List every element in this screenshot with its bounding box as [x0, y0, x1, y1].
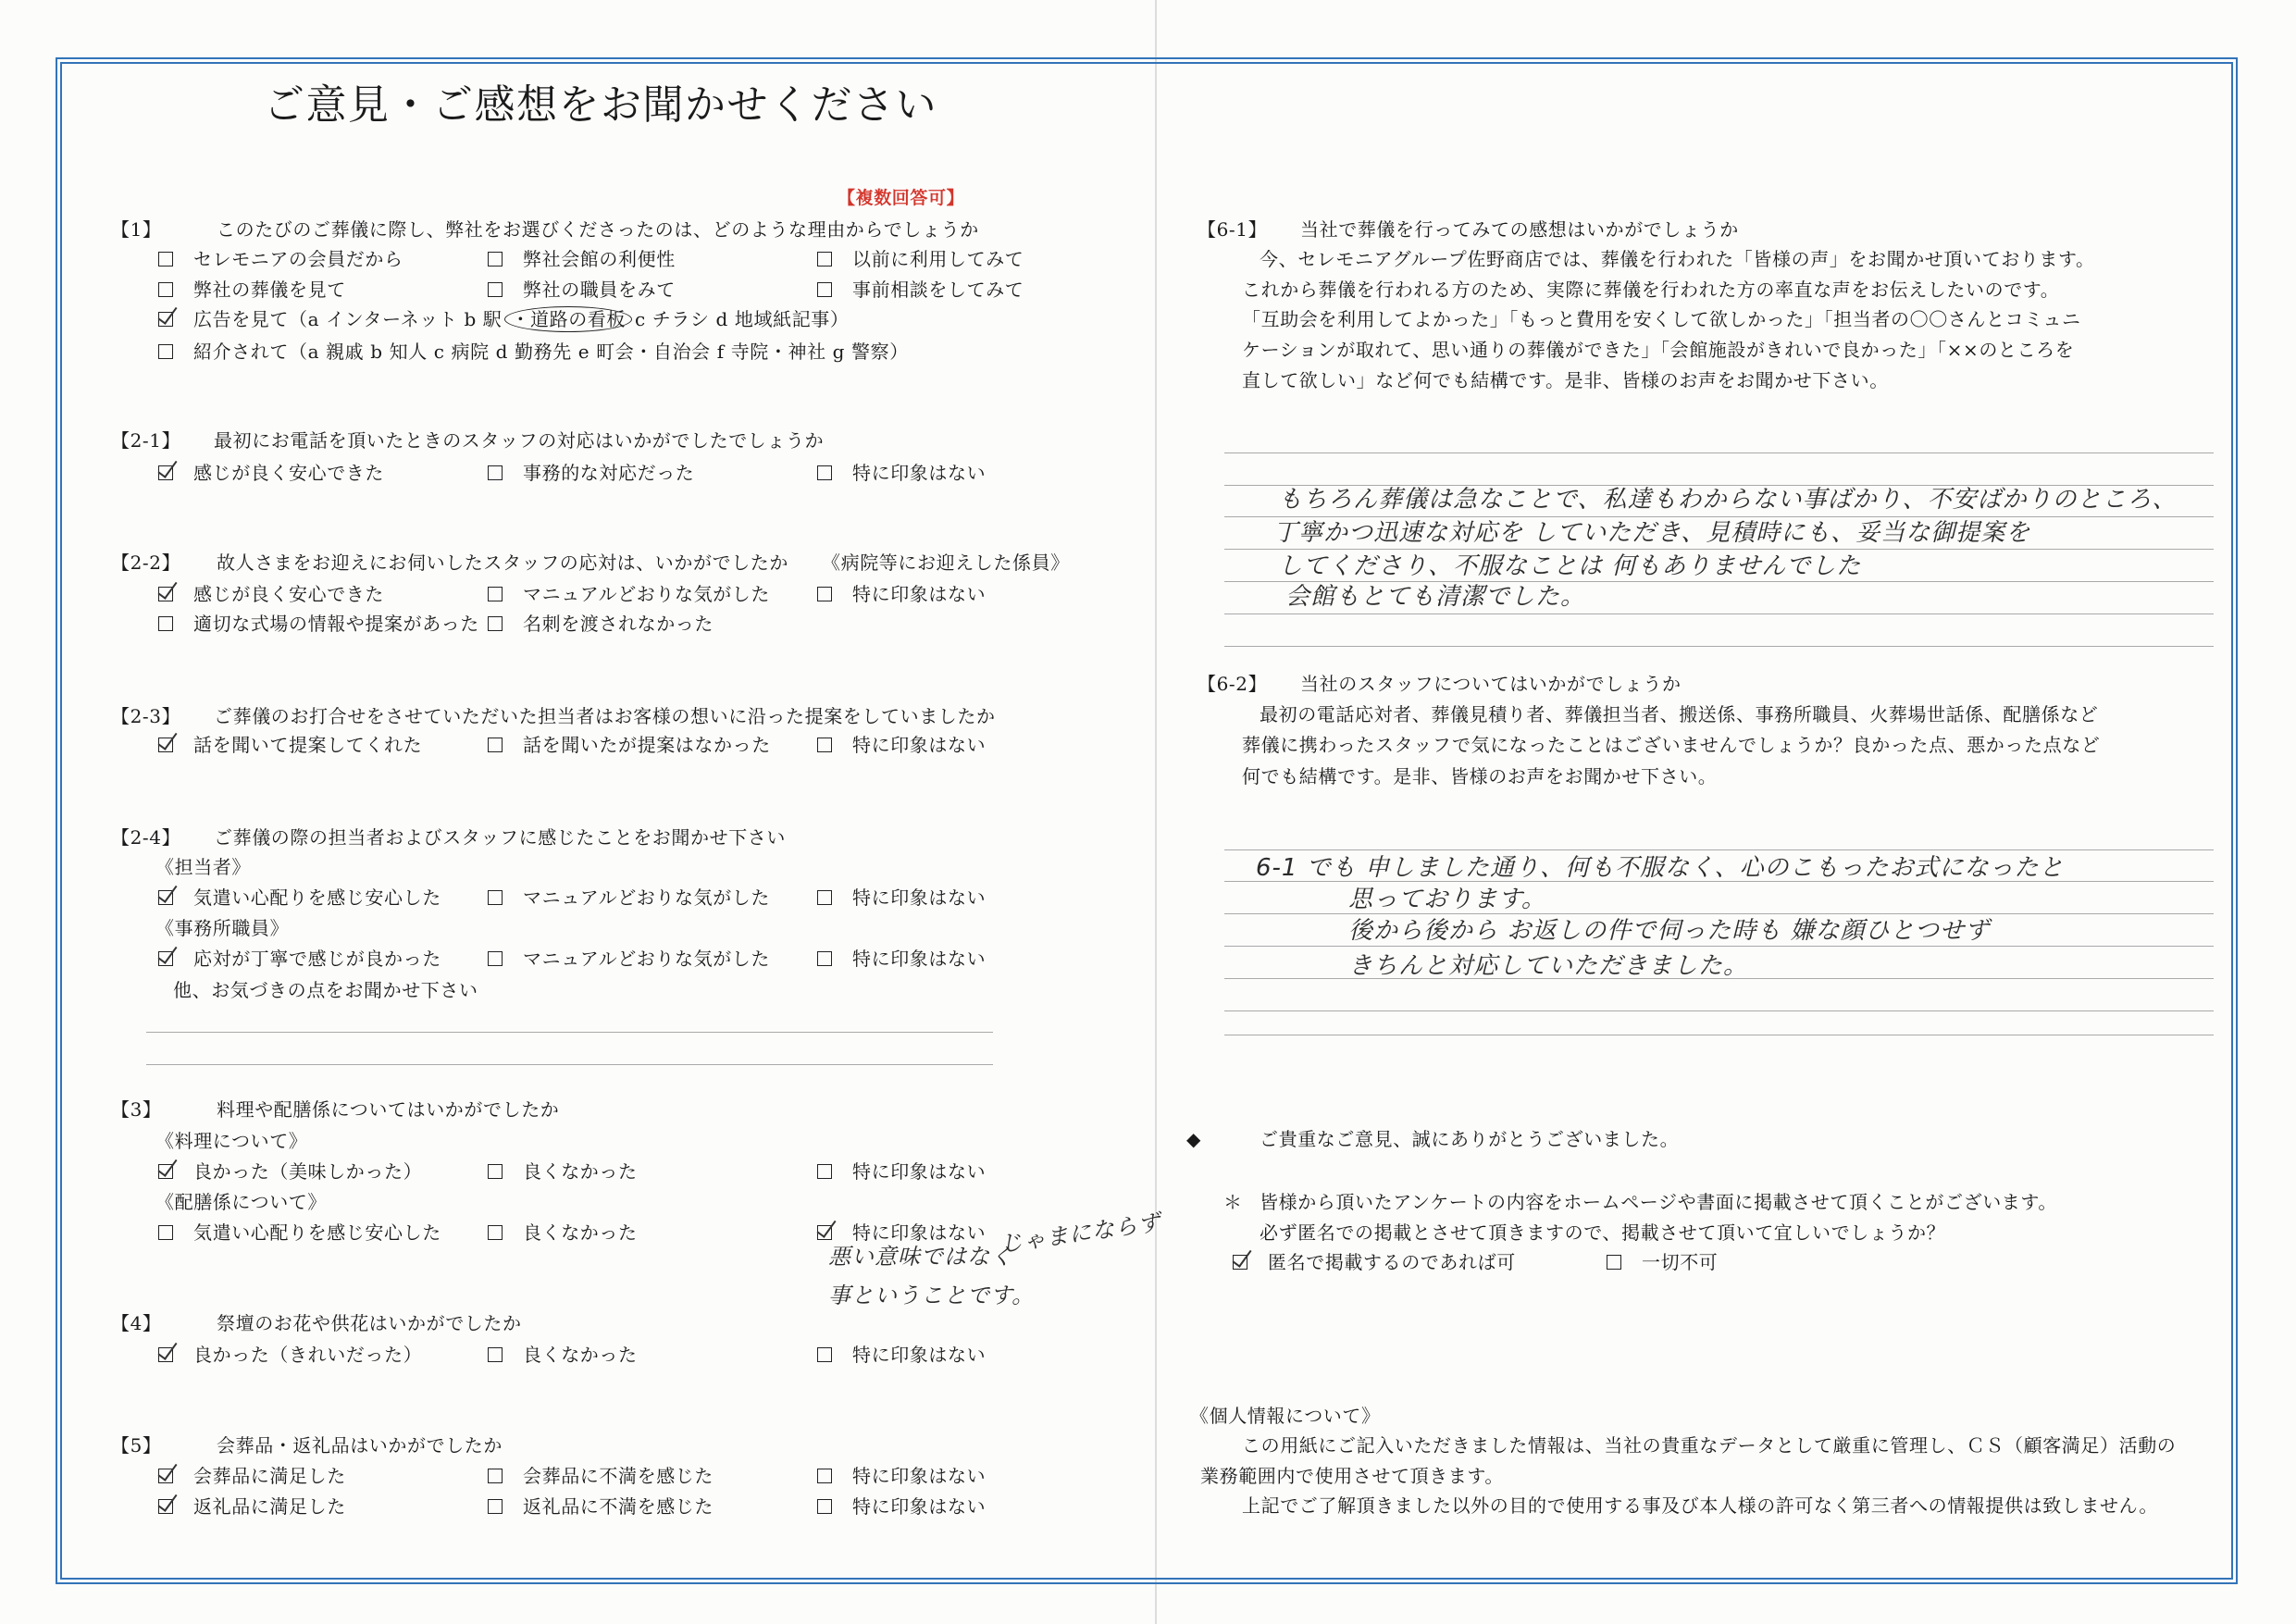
option-label: 弊社の職員をみて — [523, 279, 676, 301]
checkbox[interactable] — [1233, 1255, 1247, 1270]
option-label: 匿名で掲載するのであれば可 — [1268, 1251, 1516, 1273]
checkbox[interactable] — [158, 1347, 173, 1362]
q2-3-option-no-impression — [817, 734, 986, 756]
q2-4-office-heading: 《事務所職員》 — [155, 917, 290, 939]
q2-3-option-proposed — [158, 734, 422, 756]
writing-line — [1224, 549, 2214, 550]
q5-option-return-gift-no-impression — [817, 1495, 986, 1518]
privacy-text-line: 業務範囲内で使用させて頂きます。 — [1200, 1465, 1504, 1487]
q6-1-question: 当社で葬儀を行ってみての感想はいかがでしょうか — [1300, 218, 1739, 241]
q2-1-question: 最初にお電話を頂いたときのスタッフの対応はいかがでしたでしょうか — [214, 429, 825, 452]
q6-2-handwritten-answer-line: 6-1 でも 申しました通り、何も不服なく、心のこもったお式になったと — [1256, 854, 2065, 882]
q2-4-question: ご葬儀の際の担当者およびスタッフに感じたことをお聞かせ下さい — [214, 826, 786, 849]
q2-4-staff-heading: 《担当者》 — [155, 856, 251, 878]
q2-3-label: 【2-3】 — [111, 705, 181, 727]
writing-line — [146, 1064, 993, 1065]
checkbox[interactable] — [817, 282, 832, 297]
option-label: 特に印象はない — [852, 734, 987, 756]
q6-1-intro-line: ケーションが取れて、思い通りの葬儀ができた」「会館施設がきれいで良かった」「××のところを — [1242, 339, 2075, 361]
q2-4-staff-option-caring — [158, 886, 441, 909]
checkbox[interactable] — [158, 1499, 173, 1514]
diamond-bullet-icon: ◆ — [1186, 1128, 1201, 1150]
q2-2-option-venue-info — [158, 613, 479, 635]
checkbox[interactable] — [488, 587, 503, 601]
checkbox[interactable] — [488, 616, 503, 631]
checkbox[interactable] — [488, 465, 503, 480]
q2-2-option-manual — [488, 583, 770, 605]
option-label: 特に印象はない — [852, 1221, 987, 1244]
q2-3-option-no-proposal — [488, 734, 771, 756]
option-label: 返礼品に不満を感じた — [523, 1495, 714, 1518]
asterisk-icon: ＊ — [1223, 1191, 1243, 1213]
writing-line — [146, 1032, 993, 1033]
q6-2-intro-line: 最初の電話応対者、葬儀見積り者、葬儀担当者、搬送係、事務所職員、火葬場世話係、配膳係など — [1260, 703, 2099, 725]
checkbox[interactable] — [817, 1164, 832, 1179]
writing-line — [1224, 849, 2214, 850]
checkbox[interactable] — [158, 890, 173, 905]
q5-label: 【5】 — [111, 1434, 162, 1457]
privacy-text-line: 上記でご了解頂きました以外の目的で使用する事及び本人様の許可なく第三者への情報提供は致しません。 — [1242, 1494, 2158, 1517]
q2-1-option-no-impression — [817, 462, 986, 484]
option-label: 会葬品に不満を感じた — [523, 1465, 714, 1487]
option-label: 応対が丁寧で感じが良かった — [193, 948, 441, 970]
q5-option-memorial-gift-dissatisfied — [488, 1465, 714, 1487]
option-label: 名刺を渡されなかった — [523, 613, 714, 635]
checkbox[interactable] — [158, 252, 173, 267]
q1-option-hall-convenience — [488, 248, 676, 270]
q5-option-memorial-gift-satisfied — [158, 1465, 346, 1487]
option-label: 弊社会館の利便性 — [523, 248, 676, 270]
checkbox[interactable] — [817, 738, 832, 752]
checkbox[interactable] — [817, 1347, 832, 1362]
q4-option-no-impression — [817, 1344, 986, 1366]
publication-option-refuse — [1607, 1251, 1718, 1273]
q6-2-handwritten-answer-line: 思っております。 — [1348, 886, 1546, 913]
option-label: 特に印象はない — [852, 948, 987, 970]
option-label: マニュアルどおりな気がした — [523, 886, 770, 909]
q3-food-option-good — [158, 1160, 422, 1183]
q3-food-option-bad — [488, 1160, 638, 1183]
q1-label: 【1】 — [111, 218, 162, 241]
option-label: 話を聞いたが提案はなかった — [523, 734, 771, 756]
q5-option-memorial-gift-no-impression — [817, 1465, 986, 1487]
checkbox[interactable] — [817, 890, 832, 905]
q3-handwritten-note-line: 事ということです。 — [828, 1283, 1036, 1308]
option-label: 良くなかった — [523, 1160, 638, 1183]
q3-label: 【3】 — [111, 1098, 162, 1121]
option-label: 特に印象はない — [852, 1495, 987, 1518]
q1-question: このたびのご葬儀に際し、弊社をお選びくださったのは、どのような理由からでしょうか — [217, 218, 979, 241]
option-label: 会葬品に満足した — [193, 1465, 346, 1487]
option-label: 特に印象はない — [852, 886, 987, 909]
option-label: 気遣い心配りを感じ安心した — [193, 1221, 441, 1244]
circled-answer: ・道路の看板 — [504, 306, 632, 332]
q6-1-handwritten-answer-line: 丁寧かつ迅速な対応を していただき、見積時にも、妥当な御提案を — [1273, 519, 2031, 547]
q2-2-question: 故人さまをお迎えにお伺いしたスタッフの応対は、いかがでしたか — [217, 552, 788, 574]
option-label: 良かった（美味しかった） — [193, 1160, 423, 1183]
q6-2-label: 【6-2】 — [1198, 673, 1268, 695]
checkbox[interactable] — [158, 312, 173, 327]
q2-2-note: 《病院等にお迎えした係員》 — [822, 552, 1070, 574]
option-label: 特に印象はない — [852, 583, 987, 605]
q3-server-option-caring — [158, 1221, 441, 1244]
checkbox[interactable] — [158, 344, 173, 359]
option-label: 特に印象はない — [852, 1344, 987, 1366]
checkbox[interactable] — [158, 951, 173, 966]
checkbox[interactable] — [817, 1499, 832, 1514]
option-label: セレモニアの会員だから — [193, 248, 403, 270]
q1-option-consultation — [817, 279, 1024, 301]
q3-handwritten-note-line: 悪い意味ではなく — [828, 1244, 1013, 1270]
checkbox[interactable] — [817, 1225, 832, 1240]
q1-option-saw-staff — [488, 279, 676, 301]
q6-1-handwritten-answer-line: してくださり、不服なことは 何もありませんでした — [1278, 552, 1862, 580]
q4-option-good — [158, 1344, 422, 1366]
checkbox[interactable] — [488, 1469, 503, 1483]
option-label: 話を聞いて提案してくれた — [193, 734, 423, 756]
q3-food-option-no-impression — [817, 1160, 986, 1183]
q4-question: 祭壇のお花や供花はいかがでしたか — [217, 1312, 522, 1334]
privacy-heading: 《個人情報について》 — [1190, 1405, 1381, 1427]
option-label: 以前に利用してみて — [852, 248, 1024, 270]
writing-line — [1224, 946, 2214, 947]
option-label: 事務的な対応だった — [523, 462, 695, 484]
q5-question: 会葬品・返礼品はいかがでしたか — [217, 1434, 503, 1457]
option-label: マニュアルどおりな気がした — [523, 583, 770, 605]
checkbox[interactable] — [817, 465, 832, 480]
checkbox[interactable] — [817, 252, 832, 267]
publication-notice-line: 必ず匿名での掲載とさせて頂きますので、掲載させて頂いて宜しいでしょうか？ — [1260, 1221, 1946, 1244]
q2-4-other-prompt: 他、お気づきの点をお聞かせ下さい — [173, 979, 478, 1001]
checkbox[interactable] — [158, 738, 173, 752]
checkbox[interactable] — [488, 951, 503, 966]
option-label: 一切不可 — [1642, 1251, 1719, 1273]
option-label: 良くなかった — [523, 1221, 638, 1244]
checkbox[interactable] — [158, 1469, 173, 1483]
writing-line — [1224, 1010, 2214, 1011]
checkbox[interactable] — [488, 1347, 503, 1362]
q6-1-intro-line: 「互助会を利用してよかった」「もっと費用を安くして欲しかった」「担当者の〇〇さんとコミュニ — [1242, 308, 2081, 330]
closing-thanks: ご貴重なご意見、誠にありがとうございました。 — [1260, 1128, 1680, 1150]
page-title: ご意見・ご感想をお聞かせください — [264, 81, 937, 129]
q2-3-question: ご葬儀のお打合せをさせていただいた担当者はお客様の想いに沿った提案をしていましたか — [214, 705, 996, 727]
q4-label: 【4】 — [111, 1312, 162, 1334]
checkbox[interactable] — [158, 587, 173, 601]
q6-1-handwritten-answer-line: 会館もとても清潔でした。 — [1285, 583, 1586, 611]
q2-2-option-no-business-card — [488, 613, 714, 635]
q2-2-option-no-impression — [817, 583, 986, 605]
option-label-suffix: c チラシ d 地域紙記事） — [635, 308, 850, 330]
q2-2-label: 【2-2】 — [111, 552, 181, 574]
q2-4-office-option-manual — [488, 948, 770, 970]
checkbox[interactable] — [1607, 1255, 1621, 1270]
q2-1-option-businesslike — [488, 462, 694, 484]
checkbox[interactable] — [817, 1469, 832, 1483]
publication-notice-line: 皆様から頂いたアンケートの内容をホームページや書面に掲載させて頂くことがございます。 — [1260, 1191, 2057, 1213]
writing-line — [1224, 646, 2214, 647]
q2-4-office-option-no-impression — [817, 948, 986, 970]
writing-line — [1224, 452, 2214, 453]
option-label: 良かった（きれいだった） — [193, 1344, 423, 1366]
checkbox[interactable] — [488, 738, 503, 752]
q2-4-staff-option-no-impression — [817, 886, 986, 909]
checkbox[interactable] — [158, 1164, 173, 1179]
privacy-text-line: この用紙にご記入いただきました情報は、当社の貴重なデータとして厳重に管理し、ＣＳ（顧客満足）活動の — [1242, 1434, 2177, 1457]
q3-handwritten-note-line: じゃまにならず — [999, 1209, 1163, 1258]
q3-server-option-bad — [488, 1221, 638, 1244]
option-label: 事前相談をしてみて — [852, 279, 1024, 301]
q2-4-label: 【2-4】 — [111, 826, 181, 849]
q6-1-handwritten-answer-line: もちろん葬儀は急なことで、私達もわからない事ばかり、不安ばかりのところ、 — [1278, 486, 2178, 514]
q4-option-bad — [488, 1344, 638, 1366]
q1-option-referral — [158, 341, 909, 363]
q1-option-member — [158, 248, 403, 270]
q6-2-intro-line: 何でも結構です。是非、皆様のお声をお聞かせ下さい。 — [1242, 765, 1718, 787]
checkbox[interactable] — [488, 1164, 503, 1179]
q6-2-handwritten-answer-line: きちんと対応していただきました。 — [1348, 952, 1749, 980]
checkbox[interactable] — [158, 465, 173, 480]
q2-1-option-good — [158, 462, 384, 484]
q3-server-option-no-impression — [817, 1221, 986, 1244]
option-label: 感じが良く安心できた — [193, 583, 384, 605]
q5-option-return-gift-satisfied — [158, 1495, 346, 1518]
publication-option-anonymous-ok — [1233, 1251, 1516, 1273]
q1-option-advert — [158, 306, 850, 332]
q6-2-intro-line: 葬儀に携わったスタッフで気になったことはございませんでしょうか？良かった点、悪かった点など — [1242, 734, 2101, 756]
writing-line — [1224, 913, 2214, 914]
checkbox[interactable] — [817, 951, 832, 966]
checkbox[interactable] — [488, 890, 503, 905]
option-label: 適切な式場の情報や提案があった — [193, 613, 479, 635]
q6-1-intro-line: 直して欲しい」など何でも結構です。是非、皆様のお声をお聞かせ下さい。 — [1242, 369, 1889, 391]
q6-1-label: 【6-1】 — [1198, 218, 1268, 241]
option-label: 良くなかった — [523, 1344, 638, 1366]
q6-1-intro-line: 今、セレモニアグループ佐野商店では、葬儀を行われた「皆様の声」をお聞かせ頂いております。 — [1260, 248, 2095, 270]
checkbox[interactable] — [488, 1499, 503, 1514]
checkbox[interactable] — [817, 587, 832, 601]
option-label: 紹介されて（a 親戚 b 知人 c 病院 d 勤務先 e 町会・自治会 f 寺院・神社 g 警察） — [193, 341, 909, 363]
q3-server-heading: 《配膳係について》 — [155, 1191, 327, 1213]
writing-line — [1224, 516, 2214, 517]
option-label: 返礼品に満足した — [193, 1495, 346, 1518]
q2-1-label: 【2-1】 — [111, 429, 181, 452]
writing-line — [1224, 581, 2214, 582]
q2-4-office-option-polite — [158, 948, 441, 970]
checkbox[interactable] — [488, 1225, 503, 1240]
q1-option-saw-funeral — [158, 279, 346, 301]
checkbox[interactable] — [158, 616, 173, 631]
q6-2-handwritten-answer-line: 後から後から お返しの件で伺った時も 嫌な顔ひとつせず — [1348, 917, 1991, 945]
option-label: マニュアルどおりな気がした — [523, 948, 770, 970]
multiple-answers-note: 【複数回答可】 — [838, 188, 965, 208]
q6-1-intro-line: これから葬儀を行われる方のため、実際に葬儀を行われた方の率直な声をお伝えしたいのです。 — [1242, 279, 2060, 301]
q3-food-heading: 《料理について》 — [155, 1130, 308, 1152]
q6-2-question: 当社のスタッフについてはいかがでしょうか — [1300, 673, 1682, 695]
q3-question: 料理や配膳係についてはいかがでしたか — [217, 1098, 560, 1121]
option-label: 弊社の葬儀を見て — [193, 279, 346, 301]
checkbox[interactable] — [488, 252, 503, 267]
option-label: 特に印象はない — [852, 1160, 987, 1183]
q1-option-used-before — [817, 248, 1024, 270]
checkbox[interactable] — [488, 282, 503, 297]
checkbox[interactable] — [158, 1225, 173, 1240]
checkbox[interactable] — [158, 282, 173, 297]
q5-option-return-gift-dissatisfied — [488, 1495, 714, 1518]
option-label: 気遣い心配りを感じ安心した — [193, 886, 441, 909]
option-label: 感じが良く安心できた — [193, 462, 384, 484]
q2-2-option-good — [158, 583, 384, 605]
q2-4-staff-option-manual — [488, 886, 770, 909]
option-label: 特に印象はない — [852, 462, 987, 484]
option-label: 広告を見て（a インターネット b 駅 — [193, 308, 503, 330]
option-label: 特に印象はない — [852, 1465, 987, 1487]
